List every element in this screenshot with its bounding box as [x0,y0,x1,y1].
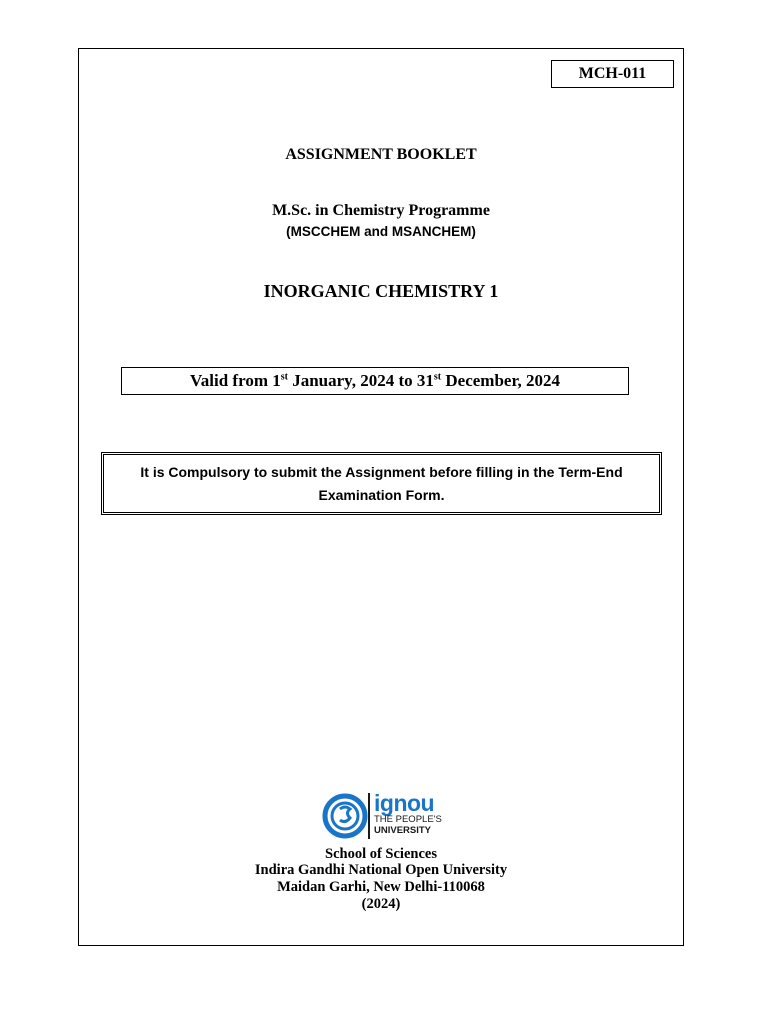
logo-tagline-2: UNIVERSITY [374,825,432,836]
logo-tagline-1: THE PEOPLE'S [374,814,442,825]
logo-word: ignou [374,790,435,816]
programme-codes: (MSCCHEM and MSANCHEM) [286,224,476,239]
course-code: MCH-011 [578,65,647,82]
validity-text: Valid from 1st January, 2024 to 31st December, 2024 [190,371,560,390]
course-code-box [551,60,674,88]
booklet-title: ASSIGNMENT BOOKLET [285,146,477,163]
notice-text: It is Compulsory to submit the Assignment before filling in the Term-End Examination Form. [140,463,623,503]
course-title: INORGANIC CHEMISTRY 1 [263,281,499,301]
programme-name: M.Sc. in Chemistry Programme [272,202,490,219]
university-name: Indira Gandhi National Open University [254,862,508,878]
validity-box [121,367,629,395]
logo-text [374,792,442,836]
school-name: School of Sciences [325,846,437,862]
notice-box [101,452,662,515]
university-address: Maidan Garhi, New Delhi-110068 [277,879,485,895]
year: (2024) [361,896,401,912]
